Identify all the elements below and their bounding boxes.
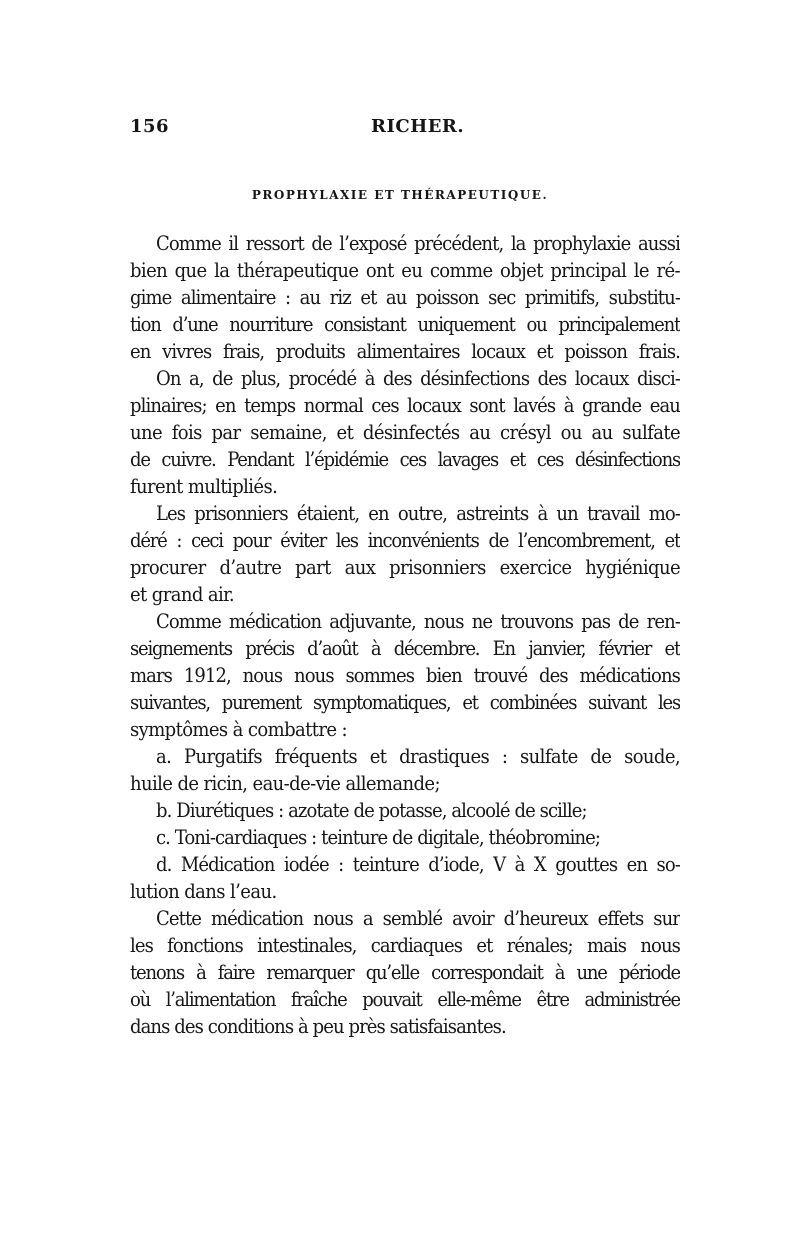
text-line: plinaires; en temps normal ces locaux sont lavés à grande eau	[130, 393, 680, 417]
section-title: PROPHYLAXIE ET THÉRAPEUTIQUE.	[251, 188, 549, 202]
text-line: Les prisonniers étaient, en outre, astreints à un travail mo-	[156, 501, 680, 525]
text-line: gime alimentaire : au riz et au poisson sec primitifs, substitu-	[130, 285, 680, 309]
text-line: mars 1912, nous nous sommes bien trouvé des médications	[130, 663, 680, 687]
text-line: tenons à faire remarquer qu’elle correspondait à une période	[130, 960, 680, 984]
text-line: Comme il ressort de l’exposé précédent, la prophylaxie aussi	[156, 231, 680, 255]
text-line: Cette médication nous a semblé avoir d’heureux effets sur	[156, 906, 680, 930]
text-line: en vivres frais, produits alimentaires locaux et poisson frais.	[130, 339, 680, 363]
text-line: où l’alimentation fraîche pouvait elle-même être administrée	[130, 987, 680, 1011]
text-line: suivantes, purement symptomatiques, et combinées suivant les	[130, 690, 680, 714]
text-line: déré : ceci pour éviter les inconvénients de l’encombrement, et	[130, 528, 680, 552]
text-line: Comme médication adjuvante, nous ne trouvons pas de ren-	[156, 609, 680, 633]
text-line: furent multipliés.	[130, 474, 278, 498]
text-line: On a, de plus, procédé à des désinfections des locaux disci-	[156, 366, 680, 390]
text-line: bien que la thérapeutique ont eu comme objet principal le ré-	[130, 258, 680, 282]
text-line: b. Diurétiques : azotate de potasse, alcoolé de scille;	[156, 798, 587, 822]
text-line: les fonctions intestinales, cardiaques et rénales; mais nous	[130, 933, 680, 957]
text-line: dans des conditions à peu près satisfaisantes.	[130, 1014, 506, 1038]
text-line: une fois par semaine, et désinfectés au crésyl ou au sulfate	[130, 420, 680, 444]
text-line: de cuivre. Pendant l’épidémie ces lavages et ces désinfections	[130, 447, 680, 471]
text-line: huile de ricin, eau-de-vie allemande;	[130, 771, 440, 795]
text-line: seignements précis d’août à décembre. En janvier, février et	[130, 636, 680, 660]
text-line: procurer d’autre part aux prisonniers exercice hygiénique	[130, 555, 680, 579]
running-head: RICHER.	[371, 116, 465, 137]
page-number: 156	[130, 116, 170, 137]
text-line: symptômes à combattre :	[130, 717, 347, 741]
text-line: et grand air.	[130, 582, 235, 606]
text-line: lution dans l’eau.	[130, 879, 277, 903]
text-line: tion d’une nourriture consistant uniquement ou principalement	[130, 312, 680, 336]
body-text	[130, 230, 680, 1040]
text-line: d. Médication iodée : teinture d’iode, V à X gouttes en so-	[156, 852, 680, 876]
text-line: a. Purgatifs fréquents et drastiques : sulfate de soude,	[156, 744, 680, 768]
text-line: c. Toni-cardiaques : teinture de digitale, théobromine;	[156, 825, 601, 849]
